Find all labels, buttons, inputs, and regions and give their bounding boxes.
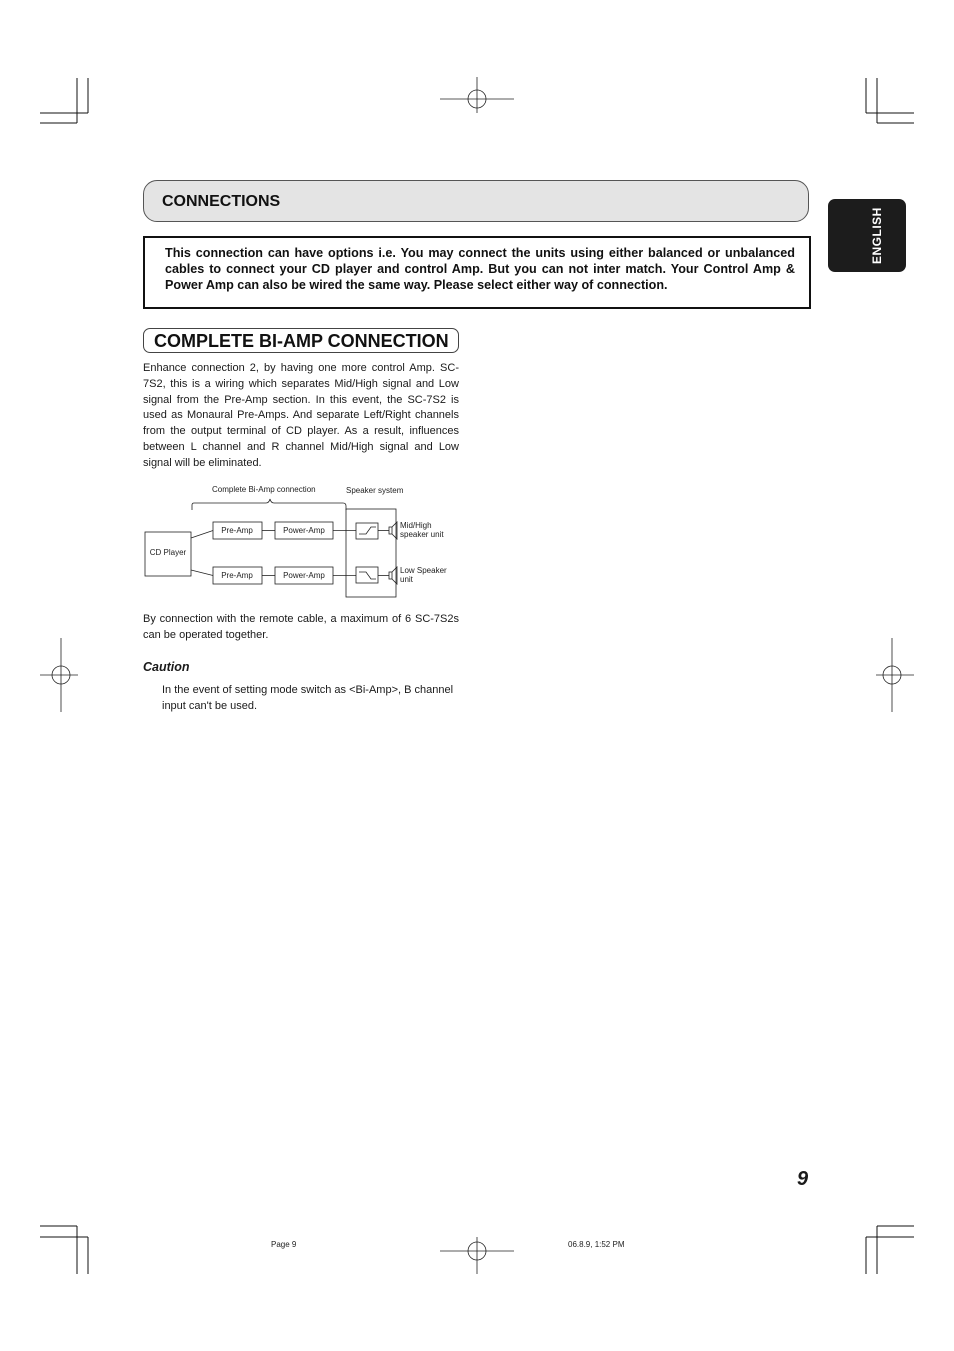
speaker-system-label: Speaker system [346,486,404,495]
lower-pre-amp-label: Pre-Amp [221,571,253,580]
low-pass-filter-box [356,567,378,583]
lower-power-amp-label: Power-Amp [283,571,325,580]
low-unit-label: Low Speaker [400,566,447,575]
footer-page-label: Page 9 [271,1240,297,1249]
caution-text: In the event of setting mode switch as <Bi-Amp>, B channel input can't be used. [162,684,454,712]
bi-amp-wiring-diagram [140,478,460,603]
intro-notice-box [143,236,811,309]
upper-pre-amp-label: Pre-Amp [221,526,253,535]
mid-high-unit-label: Mid/High [400,521,432,530]
language-tab [828,199,906,272]
group-label: Complete Bi-Amp connection [212,485,316,494]
speaker-system-box [346,509,396,597]
mid-high-unit-label-line2: speaker unit [400,530,444,539]
group-bracket [192,499,346,510]
subsection-title: COMPLETE BI-AMP CONNECTION [154,331,449,351]
remote-cable-paragraph: By connection with the remote cable, a maximum of 6 SC-7S2s can be operated together. [143,613,459,641]
upper-power-amp-label: Power-Amp [283,526,325,535]
high-pass-filter-box [356,523,378,539]
footer-timestamp: 06.8.9, 1:52 PM [568,1240,625,1249]
cd-player-label: CD Player [149,548,187,557]
intro-notice-text: This connection can have options i.e. You may connect the units using either balanced or unbalanced cables to connect your CD player and control Amp. But you can not inter match. Your Control Amp & Power Amp can also be wired the same way. Please select either way of connection. [165,246,795,292]
connections-header-bar [143,180,809,222]
description-paragraph: Enhance connection 2, by having one more control Amp. SC-7S2, this is a wiring which separates Mid/High signal and Low signal from the Pre-Amp section. In this event, the SC-7S2 is used as Monaural Pre-Amps. And separate Left/Right channels from the output terminal of CD player. As a result, influences between L channel and R channel Mid/High signal and Low signal will be eliminated. [143,362,459,469]
subsection-heading-box [143,328,459,353]
low-unit-label-line2: unit [400,575,413,584]
caution-heading: Caution [143,660,190,674]
page-number: 9 [797,1168,809,1190]
section-title: CONNECTIONS [162,193,281,210]
language-tab-label: ENGLISH [870,207,884,264]
